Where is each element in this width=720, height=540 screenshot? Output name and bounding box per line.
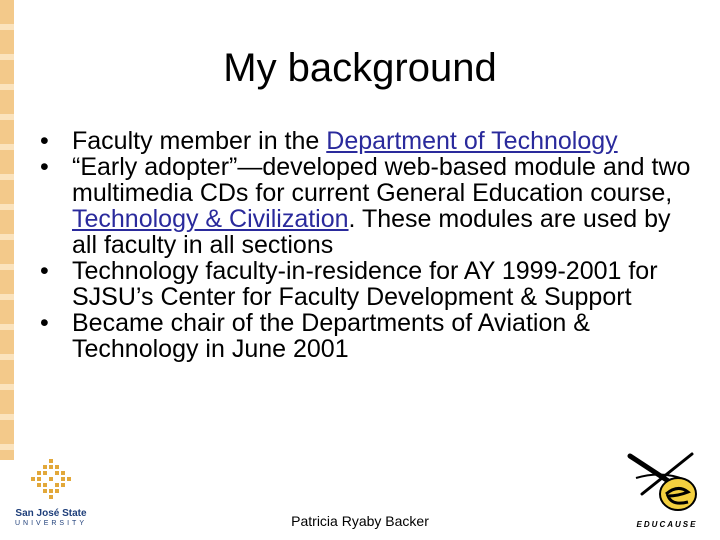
educause-logo bbox=[622, 450, 712, 534]
slide-title: My background bbox=[223, 46, 497, 90]
bullet-text: Became chair of the Departments of Aviation & Technology in June 2001 bbox=[72, 309, 590, 363]
bullet-text: “Early adopter”—developed web-based module and two multimedia CDs for current General Education course, bbox=[72, 153, 691, 207]
bullet-item bbox=[40, 154, 700, 258]
bullet-link[interactable]: Technology & Civilization bbox=[72, 205, 349, 233]
bullet-dot: • bbox=[40, 153, 49, 181]
sjsu-logo-name: San José State bbox=[15, 508, 87, 519]
bullet-dot: • bbox=[40, 257, 49, 285]
bullet-link[interactable]: Department of Technology bbox=[326, 127, 618, 155]
bullet-text: Technology faculty-in-residence for AY 1999-2001 for SJSU’s Center for Faculty Development & Support bbox=[72, 257, 658, 311]
sjsu-logo-subtitle: UNIVERSITY bbox=[14, 520, 87, 527]
bullet-dot: • bbox=[40, 309, 49, 337]
bullet-dot: • bbox=[40, 127, 49, 155]
bullet-item bbox=[40, 310, 700, 362]
sjsu-logo-icon bbox=[28, 458, 74, 504]
educause-logo-icon bbox=[622, 450, 712, 520]
educause-logo-wordmark: EDUCAUSE bbox=[636, 520, 698, 529]
bullet-text: . These modules are used by all faculty in all sections bbox=[72, 205, 671, 259]
bullet-text: Faculty member in the bbox=[72, 127, 327, 155]
slide-footer: Patricia Ryaby Backer bbox=[291, 513, 429, 529]
bullet-list bbox=[40, 128, 700, 362]
bullet-item bbox=[40, 258, 700, 310]
bullet-item bbox=[40, 128, 700, 154]
